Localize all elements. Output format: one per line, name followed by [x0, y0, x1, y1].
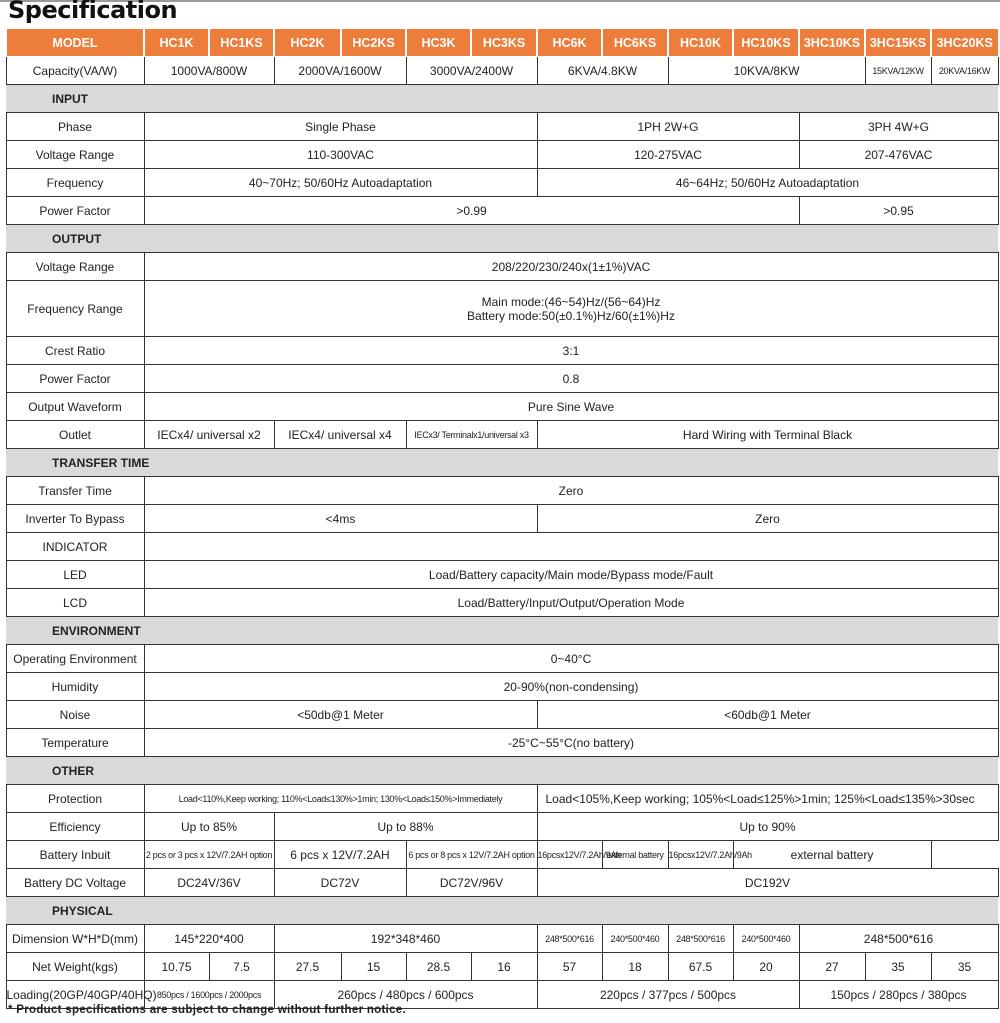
table-row — [6, 645, 998, 673]
spec-value: 120-275VAC — [537, 141, 799, 169]
table-row — [6, 841, 998, 869]
spec-value: 28.5 — [406, 953, 471, 981]
spec-value: IECx4/ universal x2 — [144, 421, 274, 449]
row-label: Net Weight(kgs) — [6, 953, 144, 981]
row-label: Power Factor — [6, 197, 144, 225]
table-row — [6, 561, 998, 589]
model-name: HC10KS — [733, 29, 799, 57]
spec-value: 20 — [733, 953, 799, 981]
table-row — [6, 729, 998, 757]
spec-value: 3:1 — [144, 337, 998, 365]
row-label: Crest Ratio — [6, 337, 144, 365]
spec-value: 2 pcs or 3 pcs x 12V/7.2AH option — [144, 841, 274, 869]
spec-value: 10.75 — [144, 953, 209, 981]
spec-value: 3000VA/2400W — [406, 57, 537, 85]
row-label: Operating Environment — [6, 645, 144, 673]
table-row — [6, 953, 998, 981]
table-row — [6, 673, 998, 701]
row-label: Frequency — [6, 169, 144, 197]
table-row — [6, 589, 998, 617]
spec-value: 18 — [602, 953, 668, 981]
spec-value: 220pcs / 377pcs / 500pcs — [537, 981, 799, 1009]
row-label: Battery DC Voltage — [6, 869, 144, 897]
row-label: Transfer Time — [6, 477, 144, 505]
spec-value: DC24V/36V — [144, 869, 274, 897]
table-row — [6, 197, 998, 225]
spec-value: 240*500*460 — [602, 925, 668, 953]
spec-value: 15 — [341, 953, 406, 981]
spec-value: 20KVA/16KW — [931, 57, 998, 85]
spec-value: 6 pcs or 8 pcs x 12V/7.2AH option — [406, 841, 537, 869]
spec-value: 207-476VAC — [799, 141, 998, 169]
spec-value: 2000VA/1600W — [274, 57, 406, 85]
spec-value: Zero — [537, 505, 998, 533]
model-name: HC10K — [668, 29, 733, 57]
table-row — [6, 533, 998, 561]
spec-value: 110-300VAC — [144, 141, 537, 169]
spec-value: external battery — [733, 841, 931, 869]
row-label: Outlet — [6, 421, 144, 449]
spec-value: Load<110%,Keep working; 110%<Load≤130%>1min; 130%<Load≤150%>Immediately — [144, 785, 537, 813]
spec-value: 6KVA/4.8KW — [537, 57, 668, 85]
row-label: LED — [6, 561, 144, 589]
section-title: INPUT — [6, 85, 998, 113]
table-row — [6, 365, 998, 393]
spec-value: 67.5 — [668, 953, 733, 981]
row-label: Loading(20GP/40GP/40HQ) — [6, 981, 144, 1009]
spec-value: <60db@1 Meter — [537, 701, 998, 729]
row-label: Capacity(VA/W) — [6, 57, 144, 85]
section-header-row — [6, 449, 998, 477]
row-label: Battery Inbuit — [6, 841, 144, 869]
row-label: INDICATOR — [6, 533, 144, 561]
section-title: OUTPUT — [6, 225, 998, 253]
model-name: HC2KS — [341, 29, 406, 57]
spec-value: 46~64Hz; 50/60Hz Autoadaptation — [537, 169, 998, 197]
spec-value: 6 pcs x 12V/7.2AH — [274, 841, 406, 869]
spec-value: 1PH 2W+G — [537, 113, 799, 141]
row-label: Humidity — [6, 673, 144, 701]
table-row — [6, 253, 998, 281]
spec-value: 145*220*400 — [144, 925, 274, 953]
model-header-row — [6, 29, 998, 57]
model-name: HC3KS — [471, 29, 537, 57]
spec-value: 850pcs / 1600pcs / 2000pcs — [144, 981, 274, 1009]
spec-value: 150pcs / 280pcs / 380pcs — [799, 981, 998, 1009]
spec-value: 7.5 — [209, 953, 274, 981]
model-name: HC1KS — [209, 29, 274, 57]
row-label: Protection — [6, 785, 144, 813]
spec-value: 35 — [931, 953, 998, 981]
model-name: HC6KS — [602, 29, 668, 57]
spec-table — [5, 28, 999, 1009]
footnote: * Product specifications are subject to change without further notice. — [8, 1004, 407, 1016]
spec-value: 0.8 — [144, 365, 998, 393]
spec-value: 3PH 4W+G — [799, 113, 998, 141]
model-name: HC2K — [274, 29, 341, 57]
section-header-row — [6, 897, 998, 925]
model-name: HC3K — [406, 29, 471, 57]
spec-value: DC72V — [274, 869, 406, 897]
spec-value: 40~70Hz; 50/60Hz Autoadaptation — [144, 169, 537, 197]
section-header-row — [6, 757, 998, 785]
table-row — [6, 337, 998, 365]
spec-value: 1000VA/800W — [144, 57, 274, 85]
spec-value: <50db@1 Meter — [144, 701, 537, 729]
row-label: Voltage Range — [6, 253, 144, 281]
spec-value: Load/Battery capacity/Main mode/Bypass mode/Fault — [144, 561, 998, 589]
row-label: Power Factor — [6, 365, 144, 393]
spec-value: 57 — [537, 953, 602, 981]
spec-value: 208/220/230/240x(1±1%)VAC — [144, 253, 998, 281]
row-label: LCD — [6, 589, 144, 617]
table-row — [6, 113, 998, 141]
spec-value: 27 — [799, 953, 865, 981]
table-row — [6, 421, 998, 449]
spec-value: <4ms — [144, 505, 537, 533]
row-label: Phase — [6, 113, 144, 141]
spec-value: Main mode:(46~54)Hz/(56~64)Hz Battery mode:50(±0.1%)Hz/60(±1%)Hz — [144, 281, 998, 337]
spec-value: 15KVA/12KW — [865, 57, 931, 85]
spec-value: -25°C~55°C(no battery) — [144, 729, 998, 757]
section-title: PHYSICAL — [6, 897, 998, 925]
spec-value: 192*348*460 — [274, 925, 537, 953]
table-row — [6, 813, 998, 841]
spec-value: Zero — [144, 477, 998, 505]
spec-value: 248*500*616 — [537, 925, 602, 953]
spec-value: 16pcsx12V/7.2Ah/9Ah — [668, 841, 733, 869]
row-label: Output Waveform — [6, 393, 144, 421]
spec-value: 0~40°C — [144, 645, 998, 673]
section-header-row — [6, 85, 998, 113]
row-label: Inverter To Bypass — [6, 505, 144, 533]
spec-value: 10KVA/8KW — [668, 57, 865, 85]
section-title: OTHER — [6, 757, 998, 785]
row-label: Noise — [6, 701, 144, 729]
spec-value: Pure Sine Wave — [144, 393, 998, 421]
row-label: MODEL — [6, 29, 144, 57]
table-row — [6, 57, 998, 85]
spec-value: IECx4/ universal x4 — [274, 421, 406, 449]
spec-value: external battery — [602, 841, 668, 869]
spec-value: 248*500*616 — [668, 925, 733, 953]
table-row — [6, 925, 998, 953]
table-row — [6, 393, 998, 421]
row-label: Frequency Range — [6, 281, 144, 337]
spec-value: 35 — [865, 953, 931, 981]
spec-value: 240*500*460 — [733, 925, 799, 953]
spec-value: 16pcsx12V/7.2Ah/9Ah — [537, 841, 602, 869]
section-title: ENVIRONMENT — [6, 617, 998, 645]
model-name: 3HC10KS — [799, 29, 865, 57]
spec-value: Up to 90% — [537, 813, 998, 841]
page-title: Specification — [8, 0, 178, 24]
section-title: TRANSFER TIME — [6, 449, 998, 477]
spec-value: 27.5 — [274, 953, 341, 981]
spec-value: IECx3/ Terminalx1/universal x3 — [406, 421, 537, 449]
row-label: Temperature — [6, 729, 144, 757]
spec-value: 16 — [471, 953, 537, 981]
table-row — [6, 785, 998, 813]
spec-value — [144, 533, 998, 561]
spec-value: DC192V — [537, 869, 998, 897]
model-name: 3HC15KS — [865, 29, 931, 57]
spec-value: 248*500*616 — [799, 925, 998, 953]
spec-value: 260pcs / 480pcs / 600pcs — [274, 981, 537, 1009]
table-row — [6, 141, 998, 169]
spec-value: >0.99 — [144, 197, 799, 225]
table-row — [6, 281, 998, 337]
spec-value: Load<105%,Keep working; 105%<Load≤125%>1min; 125%<Load≤135%>30sec — [537, 785, 998, 813]
model-name: 3HC20KS — [931, 29, 998, 57]
table-row — [6, 701, 998, 729]
section-header-row — [6, 225, 998, 253]
row-label: Efficiency — [6, 813, 144, 841]
spec-value: Single Phase — [144, 113, 537, 141]
spec-value: 20-90%(non-condensing) — [144, 673, 998, 701]
table-row — [6, 869, 998, 897]
spec-value: Load/Battery/Input/Output/Operation Mode — [144, 589, 998, 617]
table-row — [6, 169, 998, 197]
table-row — [6, 505, 998, 533]
spec-value: DC72V/96V — [406, 869, 537, 897]
spec-value: Up to 85% — [144, 813, 274, 841]
model-name: HC1K — [144, 29, 209, 57]
table-row — [6, 477, 998, 505]
row-label: Voltage Range — [6, 141, 144, 169]
spec-value: >0.95 — [799, 197, 998, 225]
row-label: Dimension W*H*D(mm) — [6, 925, 144, 953]
spec-value: Up to 88% — [274, 813, 537, 841]
model-name: HC6K — [537, 29, 602, 57]
section-header-row — [6, 617, 998, 645]
spec-value: Hard Wiring with Terminal Black — [537, 421, 998, 449]
